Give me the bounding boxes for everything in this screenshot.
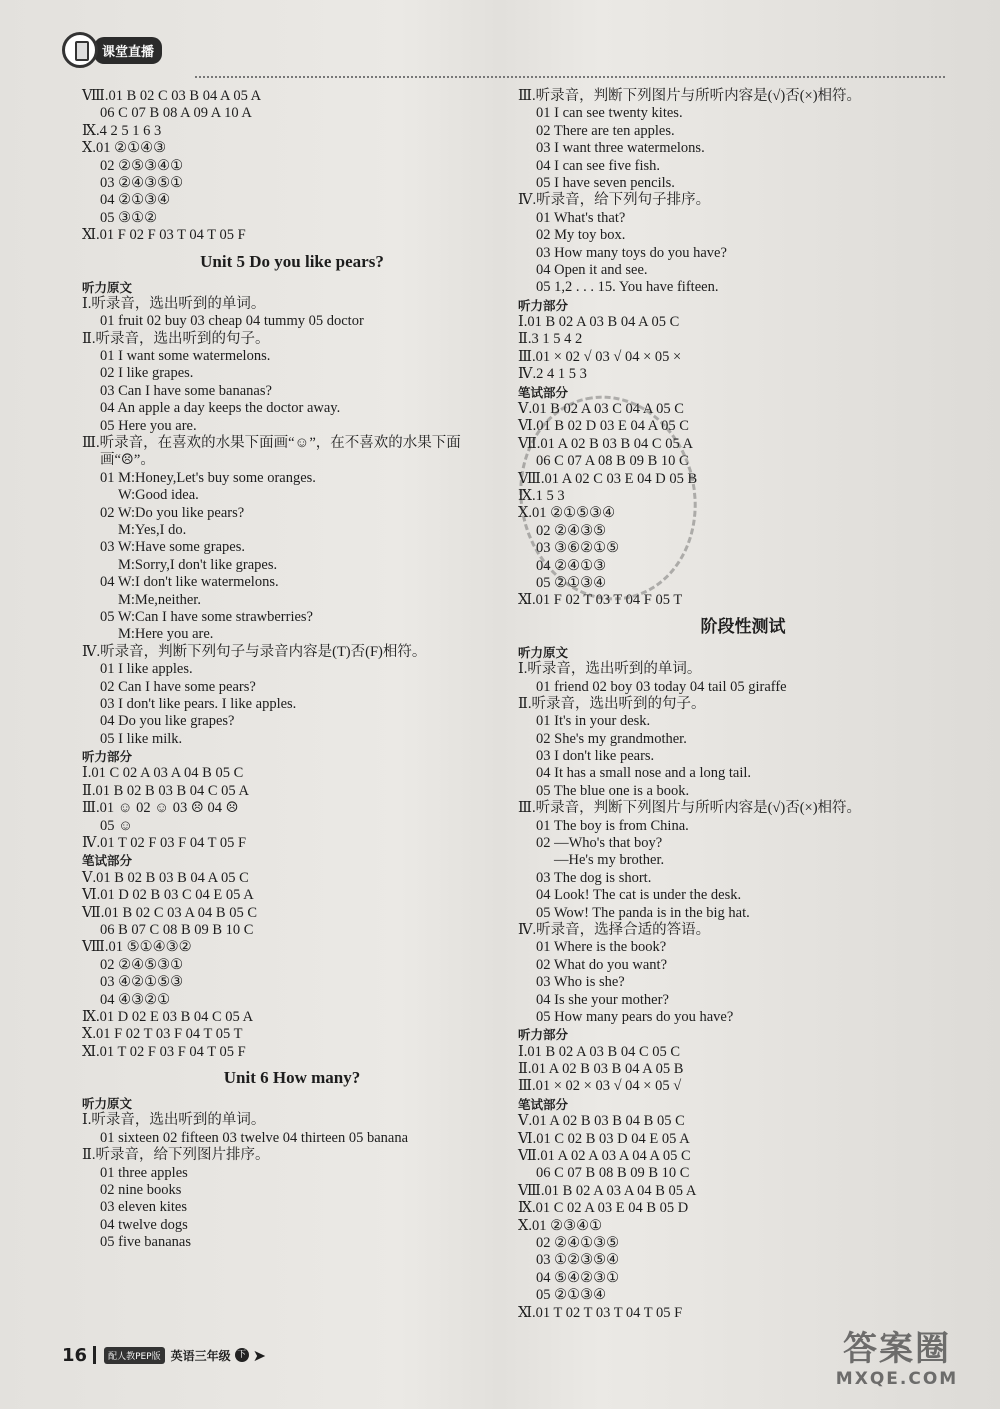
logo-text: 课堂直播 [94, 37, 162, 64]
answer-line: Ⅶ.01 A 02 A 03 A 04 A 05 C [518, 1148, 691, 1165]
answer-line: 04 Open it and see. [536, 261, 648, 278]
watermark [812, 1329, 982, 1399]
answer-line: Ⅰ.听录音，选出听到的单词。 [518, 661, 702, 678]
answer-line: Ⅱ.听录音，选出听到的句子。 [518, 695, 706, 712]
answer-line: 04 I can see five fish. [536, 157, 661, 174]
answer-line: Ⅷ.01 B 02 A 03 A 04 B 05 A [518, 1182, 697, 1199]
answer-line: Ⅲ.听录音，判断下列图片与所听内容是(√)否(×)相符。 [518, 800, 862, 817]
answer-line: Ⅴ.01 B 02 A 03 C 04 A 05 C [518, 401, 684, 418]
answer-line: 02 ②⑤③④① [100, 157, 184, 174]
answer-line: Ⅱ.听录音，选出听到的句子。 [82, 330, 270, 347]
answer-line: 03 ②④③⑤① [100, 174, 184, 191]
answer-line: Ⅸ.01 C 02 A 03 E 04 B 05 D [518, 1200, 689, 1217]
answer-line: 06 C 07 B 08 A 09 A 10 A [100, 105, 252, 122]
answer-line: Ⅺ.01 F 02 T 03 T 04 F 05 T [518, 592, 683, 609]
answer-line: Ⅶ.01 A 02 B 03 B 04 C 05 A [518, 435, 694, 452]
answer-line: 03 Who is she? [536, 974, 625, 991]
answer-line: M:Sorry,I don't like grapes. [118, 556, 278, 573]
answer-line: 02 —Who's that boy? [536, 835, 663, 852]
answer-line: 03 ①②③⑤④ [536, 1252, 620, 1269]
answer-line: Ⅷ.01 A 02 C 03 E 04 D 05 B [518, 470, 698, 487]
answer-line: 02 ②④⑤③① [100, 956, 184, 973]
answer-line: Ⅰ.01 B 02 A 03 B 04 C 05 C [518, 1043, 681, 1060]
answer-line: 05 How many pears do you have? [536, 1008, 734, 1025]
answer-line: 04 ⑤④②③① [536, 1269, 620, 1286]
answer-line: 04 An apple a day keeps the doctor away. [100, 400, 341, 417]
answer-line: Ⅸ.01 D 02 E 03 B 04 C 05 A [82, 1008, 254, 1025]
answer-line: 02 I like grapes. [100, 365, 194, 382]
answer-line: 01 What's that? [536, 209, 626, 226]
answer-line: 04 twelve dogs [100, 1216, 188, 1233]
answer-line: 02 There are ten apples. [536, 122, 675, 139]
page-number: 16 [62, 1344, 88, 1366]
watermark-logo: 答案圈 [843, 1329, 951, 1369]
answer-line: 画“☹”。 [100, 452, 155, 469]
answer-line: Ⅵ.01 D 02 B 03 C 04 E 05 A [82, 887, 254, 904]
answer-line: Ⅹ.01 ②①④③ [82, 140, 167, 157]
section-heading: 笔试部分 [518, 384, 569, 400]
answer-line: 06 B 07 C 08 B 09 B 10 C [100, 921, 254, 938]
watermark-url: MXQE.COM [835, 1369, 959, 1389]
answer-line: 03 W:Have some grapes. [100, 539, 245, 556]
answer-line: Ⅱ.听录音，给下列图片排序。 [82, 1147, 270, 1164]
volume-badge: 下 [235, 1348, 249, 1362]
page-footer [62, 1340, 266, 1370]
answer-line: 01 I want some watermelons. [100, 348, 271, 365]
answer-line: 01 friend 02 boy 03 today 04 tail 05 giraffe [536, 678, 787, 695]
footer-divider [93, 1346, 96, 1364]
answer-line: 05 ②①③④ [536, 1287, 607, 1304]
answer-line: Ⅰ.01 C 02 A 03 A 04 B 05 C [82, 765, 244, 782]
answer-line: 05 W:Can I have some strawberries? [100, 608, 313, 625]
answer-line: Ⅰ.01 B 02 A 03 B 04 A 05 C [518, 314, 680, 331]
answer-line: W:Good idea. [118, 487, 199, 504]
answer-line: Ⅴ.01 B 02 B 03 B 04 A 05 C [82, 869, 249, 886]
answer-line: 05 I have seven pencils. [536, 174, 675, 191]
answer-line: M:Here you are. [118, 626, 214, 643]
answer-line: 02 ②④③⑤ [536, 522, 607, 539]
answer-line: Ⅺ.01 T 02 F 03 F 04 T 05 F [82, 1043, 246, 1060]
answer-line: 05 ②①③④ [536, 574, 607, 591]
subject-label: 英语三年级 [170, 1348, 231, 1363]
answer-line: Ⅲ.听录音，判断下列图片与所听内容是(√)否(×)相符。 [518, 88, 862, 104]
answer-line: 05 The blue one is a book. [536, 782, 690, 799]
answer-line: Ⅳ.01 T 02 F 03 F 04 T 05 F [82, 835, 247, 852]
answer-line: Ⅹ.01 ②①⑤③④ [518, 505, 616, 522]
answer-line: 04 Look! The cat is under the desk. [536, 887, 742, 904]
answer-line: Ⅳ.听录音，给下列句子排序。 [518, 192, 711, 209]
answer-line: Ⅸ.4 2 5 1 6 3 [82, 122, 162, 139]
arrow-icon: ➤ [252, 1345, 267, 1365]
answer-line: 02 My toy box. [536, 227, 626, 244]
answer-line: 03 I don't like pears. I like apples. [100, 695, 297, 712]
answer-line: Ⅺ.01 F 02 F 03 T 04 T 05 F [82, 227, 246, 244]
phone-icon [62, 32, 98, 68]
section-heading: 听力部分 [518, 297, 569, 313]
section-heading: 听力原文 [82, 279, 133, 295]
section-heading: 听力部分 [518, 1027, 569, 1043]
answer-line: 01 I can see twenty kites. [536, 105, 683, 122]
answer-line: Ⅲ.听录音，在喜欢的水果下面画“☺”，在不喜欢的水果下面 [82, 435, 461, 452]
section-title: 阶段性测试 [700, 616, 786, 636]
section-heading: 听力原文 [518, 644, 569, 660]
answer-line: 02 nine books [100, 1182, 182, 1199]
answer-line: 03 The dog is short. [536, 869, 652, 886]
right-column [518, 88, 968, 1322]
answer-line: 05 Wow! The panda is in the big hat. [536, 904, 750, 921]
answer-line: Ⅺ.01 T 02 T 03 T 04 T 05 F [518, 1304, 683, 1321]
answer-line: Ⅱ.01 A 02 B 03 B 04 A 05 B [518, 1061, 684, 1078]
answer-line: —He's my brother. [554, 852, 665, 869]
answer-line: Ⅳ.2 4 1 5 3 [518, 366, 587, 383]
answer-line: M:Me,neither. [118, 591, 201, 608]
answer-line: 03 ④②①⑤③ [100, 974, 184, 991]
answer-line: 01 sixteen 02 fifteen 03 twelve 04 thirteen 05 banana [100, 1129, 409, 1146]
answer-line: 03 Can I have some bananas? [100, 382, 272, 399]
answer-line: 03 How many toys do you have? [536, 244, 727, 261]
answer-line: 02 W:Do you like pears? [100, 504, 245, 521]
answer-line: 02 Can I have some pears? [100, 678, 256, 695]
answer-line: 03 I want three watermelons. [536, 140, 705, 157]
answer-line: 05 Here you are. [100, 417, 197, 434]
answer-line: 01 I like apples. [100, 661, 193, 678]
answer-line: Ⅵ.01 C 02 B 03 D 04 E 05 A [518, 1130, 690, 1147]
answer-line: Ⅴ.01 A 02 B 03 B 04 B 05 C [518, 1113, 685, 1130]
answer-line: 02 ②④①③⑤ [536, 1235, 620, 1251]
answer-line: Ⅶ.01 B 02 C 03 A 04 B 05 C [82, 904, 258, 921]
answer-line: 03 ③⑥②①⑤ [536, 540, 620, 557]
header-divider [195, 76, 945, 78]
answer-line: 04 ②④①③ [536, 557, 607, 574]
answer-line: Ⅰ.听录音，选出听到的单词。 [82, 1112, 266, 1129]
answer-line: 01 The boy is from China. [536, 817, 689, 834]
section-heading: 听力部分 [82, 749, 133, 765]
answer-line: Ⅵ.01 B 02 D 03 E 04 A 05 C [518, 418, 689, 435]
answer-line: 04 ②①③④ [100, 192, 171, 209]
answer-line: Ⅱ.3 1 5 4 2 [518, 331, 583, 348]
answer-line: 05 I like milk. [100, 730, 183, 747]
answer-line: Ⅹ.01 ②③④① [518, 1217, 603, 1234]
answer-line: Ⅸ.1 5 3 [518, 487, 565, 504]
answer-line: 02 What do you want? [536, 956, 668, 973]
answer-line: 01 fruit 02 buy 03 cheap 04 tummy 05 doctor [100, 313, 364, 330]
answer-line: Ⅷ.01 ⑤①④③② [82, 939, 192, 956]
answer-line: Ⅲ.01 × 02 √ 03 √ 04 × 05 × [518, 348, 682, 365]
answer-line: 05 ☺ [100, 817, 133, 834]
answer-line: 04 ④③②① [100, 991, 171, 1008]
answer-line: Ⅷ.01 B 02 C 03 B 04 A 05 A [82, 88, 262, 104]
edition-badge: 配人教PEP版 [104, 1347, 165, 1364]
answer-line: 04 Is she your mother? [536, 991, 669, 1008]
answer-line: Ⅳ.听录音，选择合适的答语。 [518, 921, 711, 938]
section-heading: 笔试部分 [82, 853, 133, 869]
answer-line: 03 eleven kites [100, 1199, 187, 1216]
answer-line: 04 W:I don't like watermelons. [100, 574, 279, 591]
answer-line: 05 five bananas [100, 1234, 191, 1251]
answer-line: 06 C 07 A 08 B 09 B 10 C [536, 453, 689, 470]
answer-line: 01 three apples [100, 1164, 188, 1181]
answer-line: Ⅲ.01 × 02 × 03 √ 04 × 05 √ [518, 1078, 682, 1095]
section-heading: 笔试部分 [518, 1096, 569, 1112]
answer-line: Ⅲ.01 ☺ 02 ☺ 03 ☹ 04 ☹ [82, 800, 239, 817]
answer-line: 01 It's in your desk. [536, 713, 651, 730]
left-column [82, 88, 502, 1252]
answer-line: 03 I don't like pears. [536, 748, 655, 765]
header-logo [62, 28, 192, 72]
answer-line: M:Yes,I do. [118, 521, 187, 538]
answer-line: 05 1,2 . . . 15. You have fifteen. [536, 279, 719, 296]
answer-line: 06 C 07 B 08 B 09 B 10 C [536, 1165, 690, 1182]
answer-line: Ⅹ.01 F 02 T 03 F 04 T 05 T [82, 1026, 243, 1043]
section-title: Unit 6 How many? [223, 1068, 361, 1088]
answer-line: 02 She's my grandmother. [536, 730, 687, 747]
section-title: Unit 5 Do you like pears? [200, 251, 384, 271]
answer-line: Ⅰ.听录音，选出听到的单词。 [82, 295, 266, 312]
answer-line: Ⅳ.听录音，判断下列句子与录音内容是(T)否(F)相符。 [82, 643, 427, 660]
section-heading: 听力原文 [82, 1096, 133, 1112]
answer-line: 01 Where is the book? [536, 939, 667, 956]
answer-line: 01 M:Honey,Let's buy some oranges. [100, 469, 316, 486]
answer-line: 04 Do you like grapes? [100, 713, 235, 730]
answer-line: 04 It has a small nose and a long tail. [536, 765, 752, 782]
answer-line: Ⅱ.01 B 02 B 03 B 04 C 05 A [82, 782, 249, 799]
answer-line: 05 ③①② [100, 209, 158, 226]
